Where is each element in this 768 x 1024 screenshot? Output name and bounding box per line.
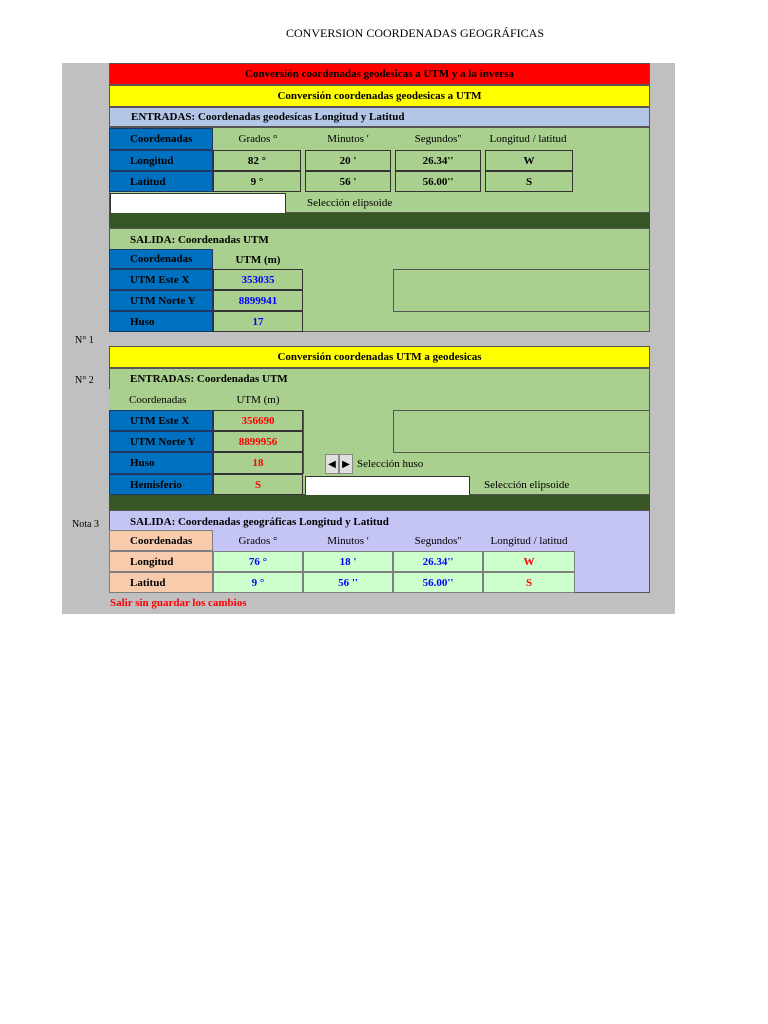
s2-in-utm-este-value[interactable]: 356690 — [213, 410, 303, 431]
section1-title: Conversión coordenadas geodesicas a UTM — [109, 85, 650, 107]
s2-longitud-segundos: 26.34'' — [393, 551, 483, 572]
s1-out-utm-este-label: UTM Este X — [109, 269, 213, 290]
s2-in-huso-value[interactable]: 18 — [213, 452, 303, 474]
s2-in-utm-este-label: UTM Este X — [109, 410, 213, 431]
s1-header-coordenadas: Coordenadas — [109, 128, 213, 150]
s2-in-header-unit: UTM (m) — [236, 393, 280, 406]
s2-divider — [109, 495, 650, 510]
s1-longitud-segundos[interactable]: 26.34'' — [395, 150, 481, 171]
s2-in-hemisferio-label: Hemisferio — [109, 474, 213, 495]
note-3: Nota 3 — [72, 518, 99, 530]
s2-header-grados: Grados ° — [238, 534, 278, 547]
s2-in-utm-norte-label: UTM Norte Y — [109, 431, 213, 452]
spin-left-icon[interactable]: ◀ — [325, 454, 339, 474]
s1-ellipsoid-select[interactable] — [110, 193, 286, 214]
s2-entradas-label: ENTRADAS: Coordenadas UTM — [130, 373, 288, 385]
s2-longitud-minutos: 18 ' — [303, 551, 393, 572]
s1-divider — [109, 213, 650, 228]
s2-latitud-dir: S — [483, 572, 575, 593]
s1-longitud-grados[interactable]: 82 ° — [213, 150, 301, 171]
s2-in-header-label: Coordenadas — [109, 389, 213, 410]
s1-out-utm-norte-label: UTM Norte Y — [109, 290, 213, 311]
s1-out-header-label: Coordenadas — [109, 249, 213, 269]
s1-longitud-dir[interactable]: W — [485, 150, 573, 171]
spin-right-icon[interactable]: ▶ — [339, 454, 353, 474]
s2-in-hemisferio-value[interactable]: S — [213, 474, 303, 495]
s1-row-latitud-label: Latitud — [109, 171, 213, 192]
s1-latitud-segundos[interactable]: 56.00'' — [395, 171, 481, 192]
s2-separator — [303, 410, 305, 474]
note-2: N° 2 — [75, 374, 94, 386]
s1-latitud-dir[interactable]: S — [485, 171, 573, 192]
s1-out-utm-norte-value: 8899941 — [213, 290, 303, 311]
s1-out-utm-este-value: 353035 — [213, 269, 303, 290]
section1-entradas-label: ENTRADAS: Coordenadas geodesícas Longitud y Latitud — [109, 107, 650, 127]
s1-row-longitud-label: Longitud — [109, 150, 213, 171]
s2-header-minutos: Minutos ' — [327, 534, 369, 547]
s1-ellipsoid-label: Selección elipsoide — [307, 197, 393, 209]
huso-spinner[interactable] — [325, 454, 353, 474]
s2-in-utm-norte-value[interactable]: 8899956 — [213, 431, 303, 452]
section2-title: Conversión coordenadas UTM a geodesicas — [109, 346, 650, 368]
s2-empty-box — [393, 410, 650, 453]
s2-header-segundos: Segundos'' — [414, 534, 462, 547]
exit-without-saving-link[interactable]: Salir sin guardar los cambios — [110, 597, 247, 609]
page-title: CONVERSION COORDENADAS GEOGRÁFICAS — [285, 26, 545, 40]
s2-row-latitud-label: Latitud — [109, 572, 213, 593]
s1-out-header-unit: UTM (m) — [235, 254, 281, 266]
s2-longitud-grados: 76 ° — [213, 551, 303, 572]
s1-empty-box — [393, 269, 650, 312]
s1-header-dir: Longitud / latitud — [489, 133, 567, 145]
s2-salida-label: SALIDA: Coordenadas geográficas Longitud y Latitud — [130, 516, 389, 528]
s2-header-coordenadas: Coordenadas — [109, 530, 213, 551]
s2-latitud-minutos: 56 '' — [303, 572, 393, 593]
s2-in-huso-label: Huso — [109, 452, 213, 474]
s2-latitud-grados: 9 ° — [213, 572, 303, 593]
s1-longitud-minutos[interactable]: 20 ' — [305, 150, 391, 171]
s2-row-longitud-label: Longitud — [109, 551, 213, 572]
s2-ellipsoid-select[interactable] — [305, 476, 470, 497]
s2-huso-label: Selección huso — [357, 458, 424, 470]
s1-header-grados: Grados ° — [238, 133, 278, 145]
s2-longitud-dir: W — [483, 551, 575, 572]
s1-latitud-grados[interactable]: 9 ° — [213, 171, 301, 192]
s2-header-dir: Longitud / latitud — [490, 534, 568, 547]
s2-ellipsoid-label: Selección elipsoide — [484, 479, 570, 491]
s1-out-huso-label: Huso — [109, 311, 213, 332]
s1-header-minutos: Minutos ' — [327, 133, 369, 145]
s1-salida-label: SALIDA: Coordenadas UTM — [130, 234, 269, 246]
s2-latitud-segundos: 56.00'' — [393, 572, 483, 593]
s1-out-huso-value: 17 — [213, 311, 303, 332]
s1-latitud-minutos[interactable]: 56 ' — [305, 171, 391, 192]
main-title: Conversión coordenadas geodesicas a UTM y a la inversa — [109, 63, 650, 85]
s1-header-segundos: Segundos'' — [414, 133, 462, 145]
note-1: N° 1 — [75, 334, 94, 346]
